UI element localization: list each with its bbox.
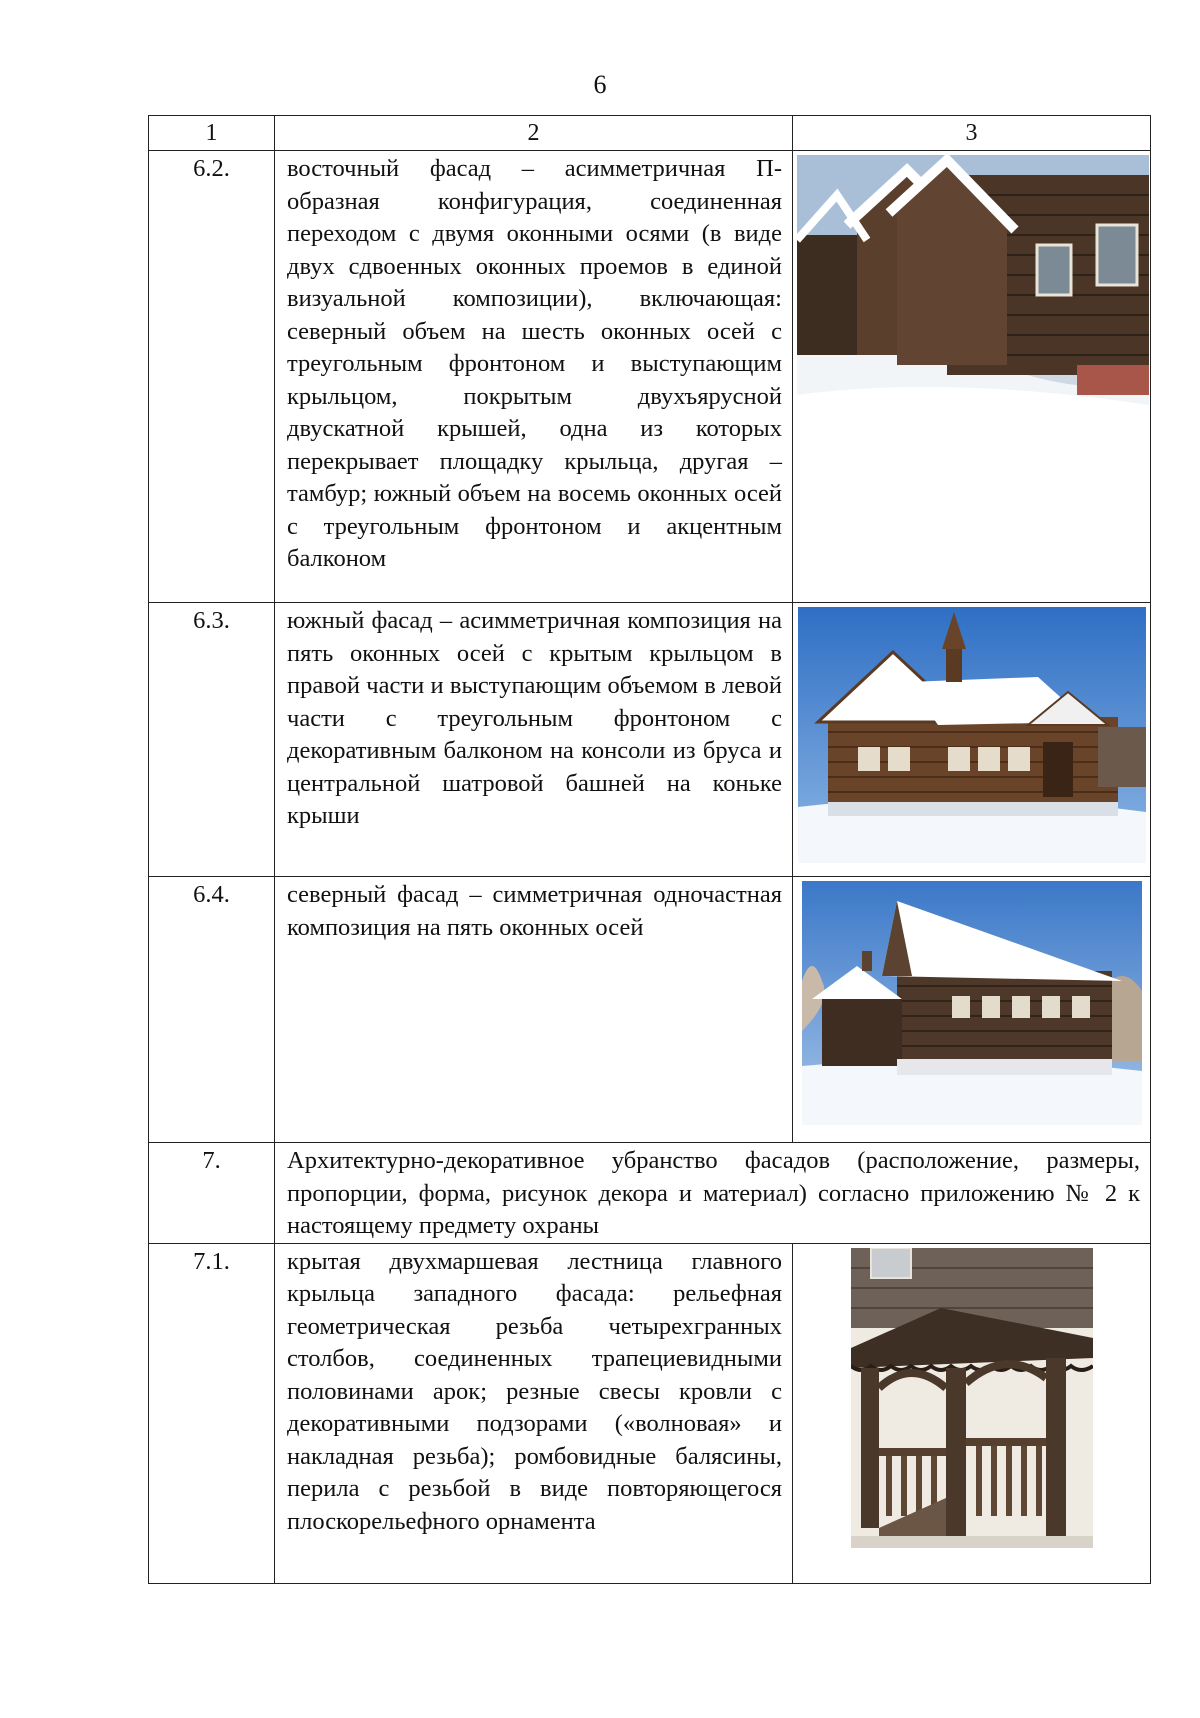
row-description-wide bbox=[275, 1143, 1151, 1244]
row-description-text: восточный фасад – асимметричная П- образная конфигурация, соединенная переходом с двумя оконными осями (в виде двух сдвоенных оконных проемов в единой визуальной композиции), включающая: северный объем на шесть оконных осей с треугольным фронтоном и выступающим крыльцом, покрытым двухъярусной двускатной крышей, одна из которых перекрывает площадку крыльца, другая – тамбур; южный объем на восемь оконных осей с треугольным фронтоном и акцентным балконом bbox=[287, 155, 782, 572]
row-photo-cell bbox=[793, 151, 1151, 603]
table-row bbox=[149, 1243, 1151, 1583]
table-row bbox=[149, 1143, 1151, 1244]
row-number: 6.3. bbox=[149, 603, 275, 877]
protection-subject-table bbox=[148, 115, 1151, 1584]
column-header-2: 2 bbox=[275, 116, 793, 151]
table-row bbox=[149, 877, 1151, 1143]
porch-stairs-illustration bbox=[851, 1248, 1093, 1548]
row-number: 6.4. bbox=[149, 877, 275, 1143]
row-description bbox=[275, 151, 793, 603]
row-description-text: крытая двухмаршевая лестница главного крыльца западного фасада: рельефная геометрическая резьба четырехгранных столбов, соединенных трапециевидными половинами арок; резные свесы кровли с декоративными подзорами («волновая» и накладная резьба); ромбовидные балясины, перила с резьбой в виде повторяющегося плоскорельефного орнамента bbox=[287, 1247, 782, 1535]
north-facade-illustration bbox=[802, 881, 1142, 1125]
table-row bbox=[149, 603, 1151, 877]
row-description bbox=[275, 1243, 793, 1583]
photo-porch-stairs bbox=[851, 1248, 1093, 1548]
column-header-1: 1 bbox=[149, 116, 275, 151]
row-photo-cell bbox=[793, 877, 1151, 1143]
row-number: 7. bbox=[149, 1143, 275, 1244]
row-description-text: Архитектурно-декоративное убранство фасадов (расположение, размеры, пропорции, форма, рисунок декора и материал) согласно приложению № 2 к настоящему предмету охраны bbox=[287, 1147, 1140, 1239]
row-photo-cell bbox=[793, 1243, 1151, 1583]
table-row bbox=[149, 151, 1151, 603]
row-photo-cell bbox=[793, 603, 1151, 877]
south-facade-illustration bbox=[798, 607, 1146, 863]
table-header-row bbox=[149, 116, 1151, 151]
column-header-3: 3 bbox=[793, 116, 1151, 151]
row-description-text: южный фасад – асимметричная композиция на пять оконных осей с крытым крыльцом в правой части и выступающим объемом в левой части с треугольным фронтоном с декоративным балконом на консоли из бруса и центральной шатровой башней на коньке крыши bbox=[287, 607, 782, 829]
photo-south-facade bbox=[798, 607, 1146, 863]
row-description bbox=[275, 877, 793, 1143]
row-description bbox=[275, 603, 793, 877]
row-number: 7.1. bbox=[149, 1243, 275, 1583]
page-number: 6 bbox=[593, 70, 607, 99]
photo-north-facade bbox=[802, 881, 1142, 1125]
row-description-text: северный фасад – симметричная одночастная композиция на пять оконных осей bbox=[287, 881, 782, 941]
east-facade-illustration bbox=[797, 155, 1149, 447]
photo-east-facade bbox=[797, 155, 1149, 447]
row-number: 6.2. bbox=[149, 151, 275, 603]
